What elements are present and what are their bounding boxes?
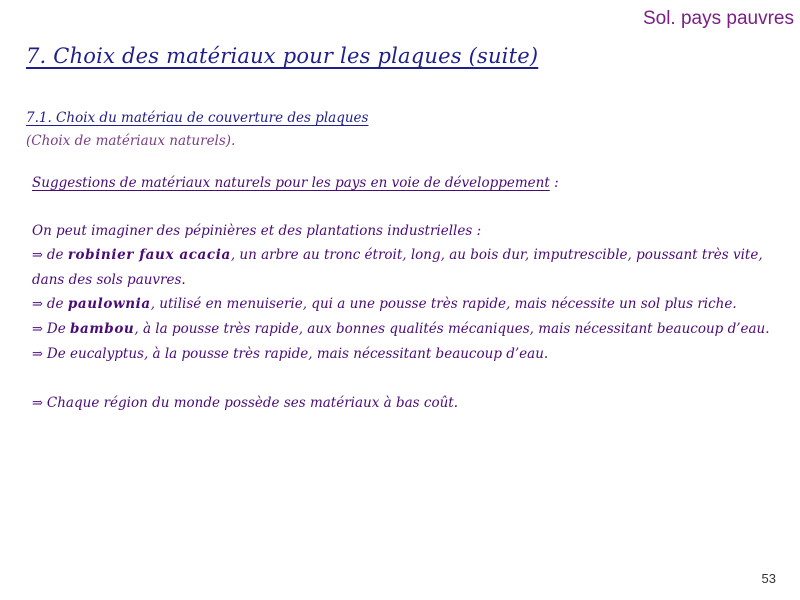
implies-arrow-icon: ⇒ bbox=[32, 396, 43, 411]
section-subheading: 7.1. Choix du matériau de couverture des plaques bbox=[26, 110, 369, 126]
item-prefix: de bbox=[46, 247, 68, 263]
item-description: , utilisé en menuiserie, qui a une pousse très rapide, mais nécessite un sol plus riche. bbox=[150, 296, 737, 312]
item-prefix: de bbox=[46, 296, 68, 312]
conclusion-text: Chaque région du monde possède ses matériaux à bas coût. bbox=[46, 395, 458, 411]
implies-arrow-icon: ⇒ bbox=[32, 248, 43, 263]
list-item bbox=[32, 342, 772, 367]
page-number: 53 bbox=[761, 571, 776, 586]
suggestions-heading: Suggestions de matériaux naturels pour les pays en voie de développement bbox=[32, 175, 550, 191]
material-name: paulownia bbox=[67, 296, 151, 312]
intro-text: On peut imaginer des pépinières et des plantations industrielles : bbox=[32, 223, 482, 239]
suggestions-block bbox=[32, 171, 772, 416]
item-description: , à la pousse très rapide, aux bonnes qualités mécaniques, mais nécessitant beaucoup d’eau. bbox=[134, 321, 770, 337]
suggestions-colon: : bbox=[549, 175, 559, 191]
item-prefix: De bbox=[46, 321, 71, 337]
suggestions-heading-line bbox=[32, 171, 772, 195]
implies-arrow-icon: ⇒ bbox=[32, 347, 43, 362]
list-item bbox=[32, 317, 772, 342]
spacer bbox=[32, 195, 772, 219]
material-name: bambou bbox=[70, 321, 135, 337]
section-subnote: (Choix de matériaux naturels). bbox=[26, 133, 236, 149]
item-description: , un arbre au tronc étroit, long, au bois dur, imputrescible, poussant très vite, dans des sols pauvres. bbox=[32, 247, 763, 288]
spacer bbox=[32, 367, 772, 391]
implies-arrow-icon: ⇒ bbox=[32, 297, 43, 312]
corner-title: Sol. pays pauvres bbox=[642, 8, 794, 29]
list-item bbox=[32, 243, 772, 292]
conclusion-line bbox=[32, 391, 772, 416]
material-name: robinier faux acacia bbox=[67, 247, 231, 263]
slide-title: 7. Choix des matériaux pour les plaques (suite) bbox=[26, 44, 539, 68]
implies-arrow-icon: ⇒ bbox=[32, 322, 43, 337]
item-text: De eucalyptus, à la pousse très rapide, mais nécessitant beaucoup d’eau. bbox=[46, 346, 549, 362]
list-item bbox=[32, 292, 772, 317]
